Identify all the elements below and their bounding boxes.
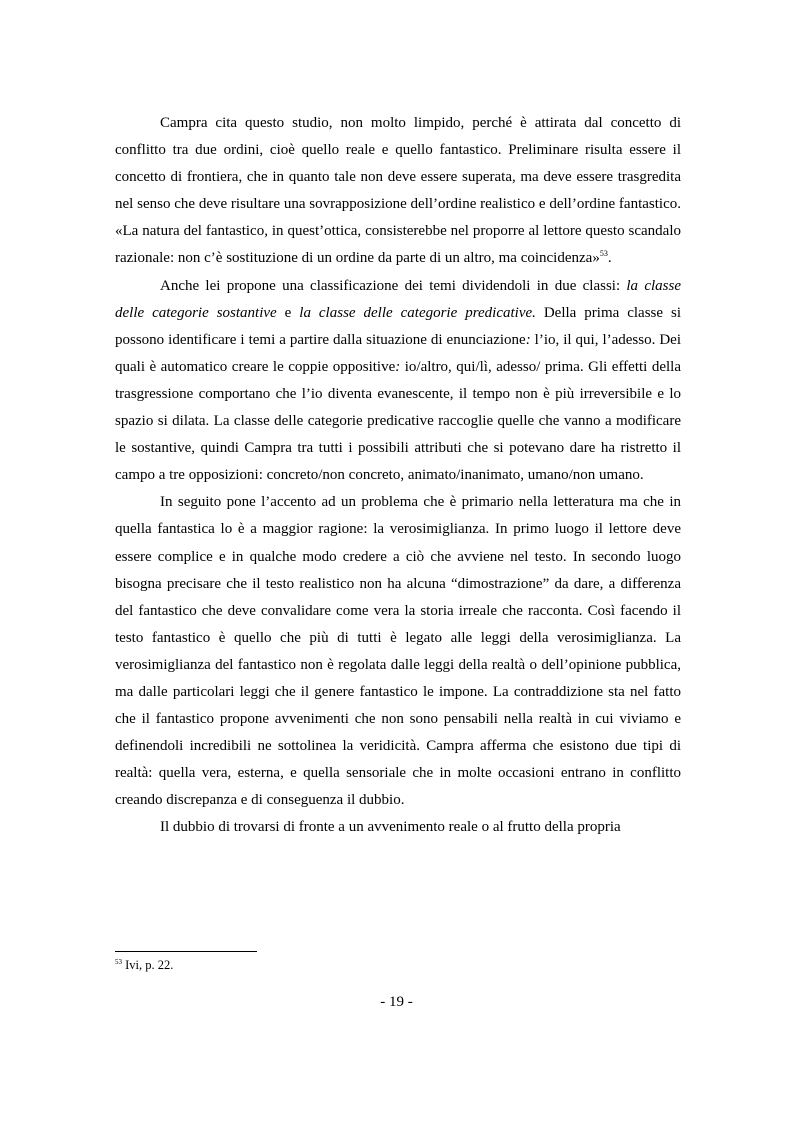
text-run: . — [607, 250, 612, 267]
text-run: Campra cita questo studio, non molto limpido, perché è attirata dal concetto di conflitto tra due ordini, cioè quello reale e quello fantastico. Preliminare risulta essere il concetto di frontiera, che in quanto tale non deve essere superata, ma deve essere trasgredita nel senso che deve risultare una sovrapposizione dell’ordine realistico e dell’ordine fantastico. «La natura del fantastico, in quest’ottica, consisterebbe nel proporre al lettore questo scandalo razionale: non c’è sostituzione di un ordine da parte di un altro, ma coincidenza» — [115, 115, 681, 267]
paragraph — [115, 489, 681, 814]
paragraph — [115, 814, 681, 841]
text-run: l’io, il qui, l’adesso. Dei quali è automatico creare le coppie oppositive — [115, 331, 681, 375]
text-run: io/altro, qui/lì, adesso/ prima. Gli effetti della trasgressione comportano che l’io diventa evanescente, il tempo non è più irreversibile e lo spazio si dilata. La classe delle categorie predicative raccoglie quelle che vanno a modificare le sostantive, quindi Campra tra tutti i possibili attributi che si potevano dare ha ristretto il campo a tre opposizioni: concreto/non concreto, animato/inanimato, umano/non umano. — [115, 358, 681, 484]
footnote-text: Ivi, p. 22. — [122, 958, 174, 972]
page-number: - 19 - — [380, 994, 413, 1010]
italic-text: : — [395, 358, 401, 375]
text-run: Il dubbio di trovarsi di fronte a un avvenimento reale o al frutto della propria — [160, 819, 621, 836]
footnote-separator — [115, 951, 257, 952]
text-run: e — [276, 304, 300, 321]
body-text — [115, 110, 681, 842]
paragraph — [115, 110, 681, 273]
text-run: In seguito pone l’accento ad un problema che è primario nella letteratura ma che in quella fantastica lo è a maggior ragione: la verosimiglianza. In primo luogo il lettore deve essere complice e in qualche modo credere a ciò che avviene nel testo. In secondo luogo bisogna precisare che il testo realistico non ha alcuna “dimostrazione” da dare, a differenza del fantastico che deve convalidare come vera la storia irreale che racconta. Così facendo il testo fantastico è quello che più di tutti è legato alle leggi della verosimiglianza. La verosimiglianza del fantastico non è regolata dalle leggi della realtà o dell’opinione pubblica, ma dalle particolari leggi che il genere fantastico le impone. La contraddizione sta nel fatto che il fantastico propone avvenimenti che non sono pensabili nella realtà in cui viviamo e definendoli incredibili ne sottolinea la veridicità. Campra afferma che esistono due tipi di realtà: quella vera, esterna, e quella sensoriale che in molte occasioni entrano in conflitto creando discrepanza e di conseguenza il dubbio. — [115, 494, 681, 809]
italic-text: la classe delle categorie predicative. — [299, 304, 536, 321]
italic-text: : — [525, 331, 531, 348]
paragraph — [115, 273, 681, 490]
footnote-reference: 53 — [599, 249, 608, 259]
text-run: Della prima classe si possono identificare i temi a partire dalla situazione di enunciazione — [115, 304, 681, 348]
footnote-number: 53 — [115, 957, 122, 966]
italic-text: la classe delle categorie sostantive — [115, 277, 681, 321]
footnote — [115, 958, 173, 973]
text-run: Anche lei propone una classificazione dei temi dividendoli in due classi: — [160, 277, 627, 294]
